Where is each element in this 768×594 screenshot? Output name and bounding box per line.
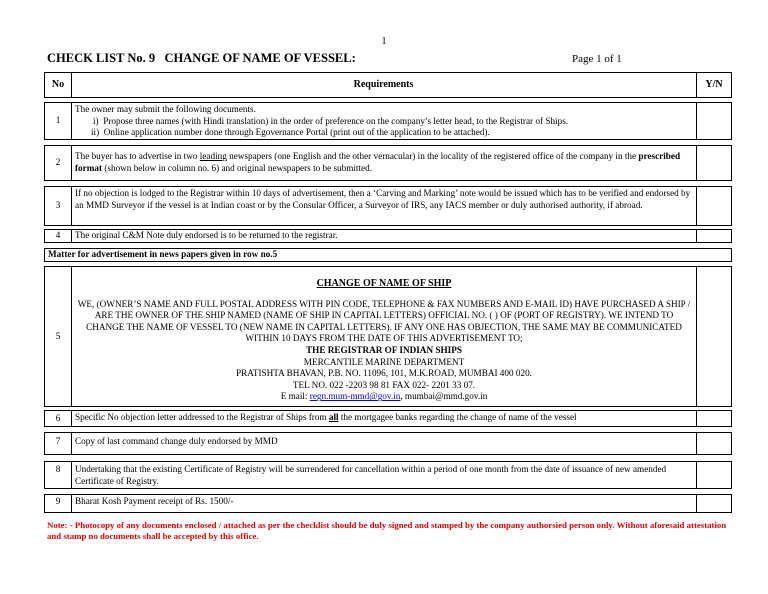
telephone-fax: TEL NO. 022 -2203 98 81 FAX 022- 2201 33 07. xyxy=(292,379,476,390)
text-run-bold-underlined: all xyxy=(328,412,339,422)
advertisement-title: CHANGE OF NAME OF SHIP xyxy=(316,278,452,289)
yn-checkbox-cell[interactable] xyxy=(697,146,732,180)
row-number: 5 xyxy=(55,330,61,341)
text-run: newspapers (one English and the other vernacular) in the locality of the registered office of the company in the xyxy=(226,151,639,162)
requirement-text xyxy=(72,411,696,426)
row-number: 1 xyxy=(55,115,61,126)
requirement-text xyxy=(72,103,696,139)
column-header-requirements: Requirements xyxy=(353,79,414,91)
list-marker: i) xyxy=(93,115,99,126)
address: PRATISHTA BHAVAN, P.B. NO. 11096, 101, M.K.ROAD, MUMBAI 400 020. xyxy=(236,368,532,379)
row-number: 3 xyxy=(55,200,61,211)
requirement-text: Copy of last command change duly endorsed by MMD xyxy=(75,436,278,446)
text-run: (shown below in column no. 6) and original newspapers to be submitted. xyxy=(102,163,373,173)
row-number: 2 xyxy=(55,157,61,168)
requirement-text: Undertaking that the existing Certificate of Registry will be surrendered for cancellation within a period of one month from the date of issuance of new amended Certificate of Registry. xyxy=(75,464,667,486)
requirement-intro: The owner may submit the following documents. xyxy=(75,104,256,114)
department-name: MERCANTILE MARINE DEPARTMENT xyxy=(303,356,465,367)
text-run-underlined: leading xyxy=(199,151,227,162)
table-row xyxy=(44,266,732,407)
requirement-text xyxy=(72,146,696,180)
table-row xyxy=(44,102,732,140)
email-link[interactable]: regn.mum-mmd@gov.in xyxy=(309,391,401,402)
email-label: E mail: xyxy=(280,391,310,402)
row-number: 6 xyxy=(55,412,61,423)
row-number: 8 xyxy=(55,464,61,474)
text-run: Specific No objection letter addressed to the Registrar of Ships from xyxy=(75,412,329,422)
page-title: CHECK LIST No. 9 CHANGE OF NAME OF VESSEL: xyxy=(47,51,356,65)
page-of-label: Page 1 of 1 xyxy=(572,53,622,65)
table-row xyxy=(44,410,732,427)
list-marker: ii) xyxy=(91,127,100,138)
yn-checkbox-cell[interactable] xyxy=(697,187,732,225)
row-number: 9 xyxy=(55,496,61,506)
requirement-text: If no objection is lodged to the Registrar within 10 days of advertisement, then a ‘Carving and Marking’ note would be issued which has to be verified and endorsed by an MMD Surveyor if the vessel is at Indian coast or by the Consular Officer, a Surveyor of IRS, any IACS member or duly authorised authority, if abroad. xyxy=(75,188,691,210)
list-item: Propose three names (with Hindi translation) in the order of preference on the company’s letter head, to the Registrar of Ships. xyxy=(103,115,569,126)
column-header-yn: Y/N xyxy=(705,79,723,91)
yn-checkbox-cell[interactable] xyxy=(697,230,732,242)
attestation-note: Note: - Photocopy of any documents enclosed / attached as per the checklist should be duly signed and stamped by the company authorsied person only. Without aforesaid attestation and stamp no documents shall be accepted by this office. xyxy=(47,520,727,541)
text-run: The buyer has to advertise in two xyxy=(75,151,200,162)
matter-text: Matter for advertisement in news papers given in row no.5 xyxy=(48,249,278,259)
row-number: 4 xyxy=(55,230,61,241)
table-header-row xyxy=(44,72,732,98)
text-run-bold: prescribed format xyxy=(75,151,681,173)
email-secondary: , mumbai@mmd.gov.in xyxy=(400,391,488,402)
table-row xyxy=(44,186,732,226)
table-row xyxy=(44,229,732,243)
table-row xyxy=(44,461,732,489)
table-row xyxy=(44,145,732,181)
column-header-no: No xyxy=(51,79,65,91)
requirement-text: The original C&M Note duly endorsed is to be returned to the registrar. xyxy=(75,230,338,240)
text-run: the mortgagee banks regarding the change of name of the vessel xyxy=(338,412,577,422)
yn-checkbox-cell[interactable] xyxy=(697,495,732,512)
table-row xyxy=(44,432,732,455)
requirement-text: Bharat Kosh Payment receipt of Rs. 1500/- xyxy=(75,496,234,506)
yn-checkbox-cell[interactable] xyxy=(697,103,732,139)
yn-checkbox-cell[interactable] xyxy=(697,267,732,406)
yn-checkbox-cell[interactable] xyxy=(697,411,732,426)
page-number: 1 xyxy=(381,36,387,47)
advertisement-matter-heading xyxy=(44,248,732,262)
table-row xyxy=(44,494,732,513)
row-number: 7 xyxy=(55,436,61,446)
advertisement-format xyxy=(75,278,693,406)
list-item: Online application number done through Egovernance Portal (print out of the application to be attached). xyxy=(103,127,490,138)
yn-checkbox-cell[interactable] xyxy=(697,433,732,454)
advertisement-body: WE, (OWNER’S NAME AND FULL POSTAL ADDRESS WITH PIN CODE, TELEPHONE & FAX NUMBERS AND E-MAIL ID) HAVE PURCHASED A SHIP / ARE THE OWNER OF THE SHIP NAMED (NAME OF SHIP IN CAPITAL LETTERS) OFFICIAL NO. ( ) OF (PORT OF REGISTRY). WE INTEND TO CHANGE THE NAME OF VESSEL TO (NEW NAME IN CAPITAL LETTERS). IF ANY ONE HAS OBJECTION, THE SAME MAY BE COMMUNICATED WITHIN 10 DAYS FROM THE DATE OF THIS ADVERTISEMENT TO; xyxy=(77,298,691,344)
registrar-name: THE REGISTRAR OF INDIAN SHIPS xyxy=(306,344,462,355)
yn-checkbox-cell[interactable] xyxy=(697,462,732,488)
